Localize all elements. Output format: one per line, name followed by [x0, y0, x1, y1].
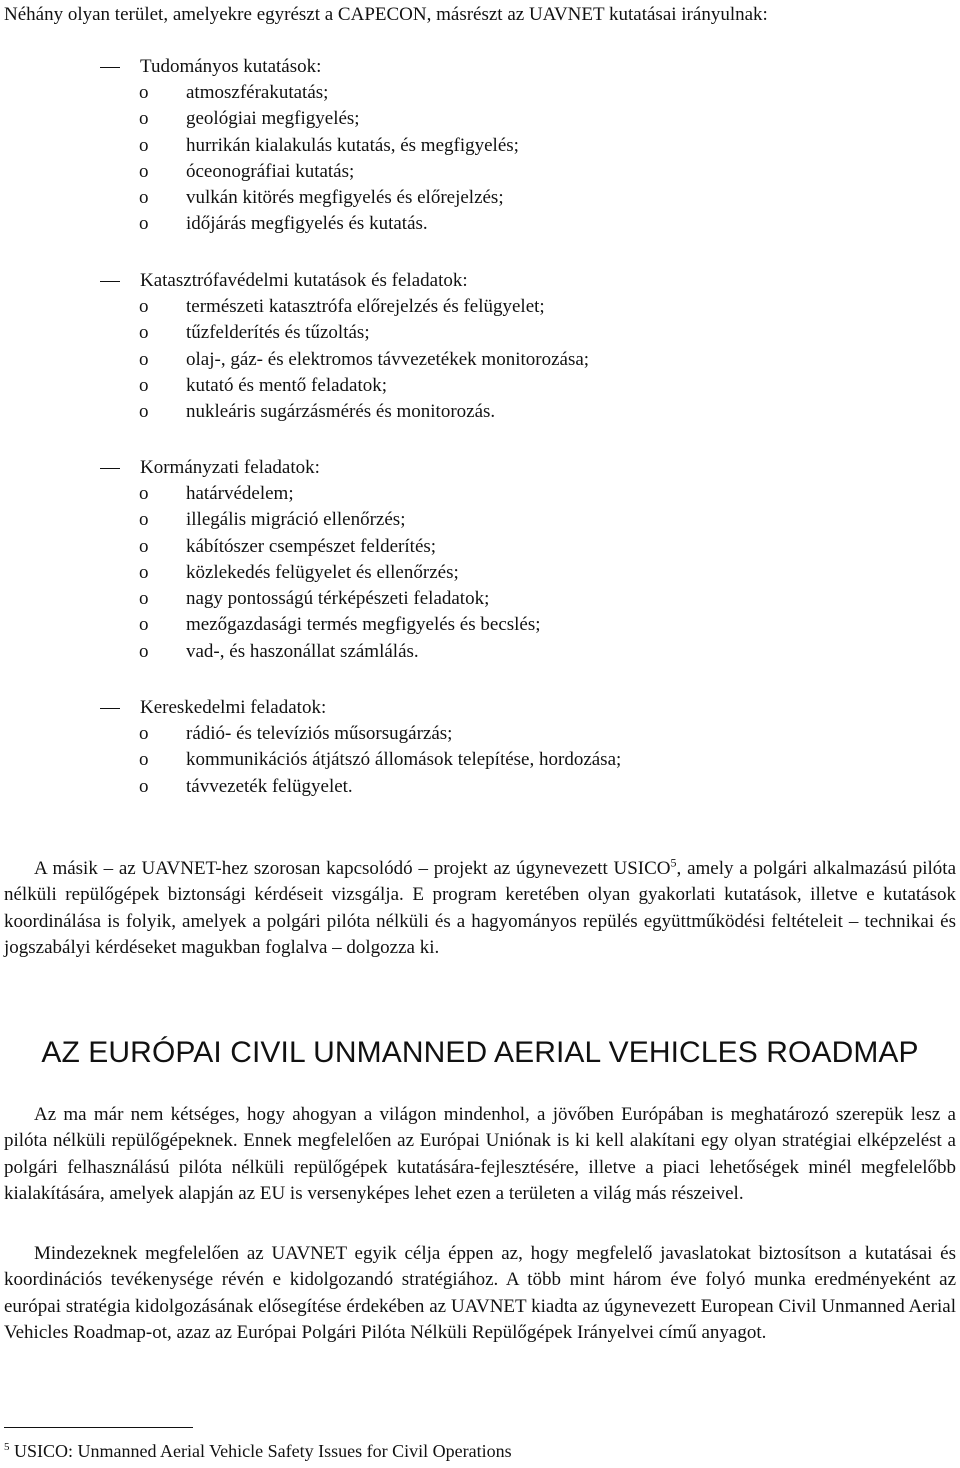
bullet-marker: o	[139, 296, 149, 317]
list-item: o nukleáris sugárzásmérés és monitorozás.	[0, 399, 960, 425]
body-paragraph-1: Az ma már nem kétséges, hogy ahogyan a világon mindenhol, a jövőben Európában is meghatározó szerepük lesz a pilóta nélküli repülőgépeknek. Ennek megfelelően az Európai Uniónak is ki kell alakítani egy olyan stratégiai elképzelést a polgári felhasználású pilóta nélküli repülőgépek kutatására-fejlesztésére, illetve a piaci lehetőségek minél megfelelőbb kialakítására, amelyek alapján az EU is versenyképes lehet ezen a területen a világ más részeivel.	[4, 1104, 956, 1204]
bullet-marker: o	[139, 535, 149, 557]
footnote	[4, 1441, 512, 1462]
list-item: o nagy pontosságú térképészeti feladatok;	[0, 586, 960, 612]
bullet-marker: o	[139, 483, 149, 504]
section-heading: Katasztrófavédelmi kutatások és feladatok:	[140, 270, 468, 291]
bullet-marker: o	[139, 640, 149, 662]
bullet-marker: o	[139, 374, 149, 396]
bullet-marker: o	[139, 160, 149, 182]
section-commercial	[0, 695, 960, 800]
bullet-marker: o	[139, 561, 149, 583]
bullet-marker: o	[139, 108, 149, 130]
list-item: o kábítószer csempészet felderítés;	[0, 534, 960, 560]
list-item: o tűzfelderítés és tűzoltás;	[0, 320, 960, 346]
footnote-reference: 5	[670, 855, 677, 870]
section-heading-row	[0, 54, 960, 80]
section-title: AZ EURÓPAI CIVIL UNMANNED AERIAL VEHICLES ROADMAP	[41, 1036, 919, 1069]
section-heading: Tudományos kutatások:	[140, 56, 322, 77]
usico-paragraph: A másik – az UAVNET-hez szorosan kapcsolódó – projekt az úgynevezett USICO$^5$, amely a polgári alkalmazású pilóta nélküli repülőgépek biztonsági kérdéseit vizsgálja. E program keretében olyan gyakorlati kutatások, illetve e kutatások koordinálása is folyik, amelyek a polgári pilóta nélküli és a hagyományos repülés együttműködési feltételeit – technikai és jogszabályi kérdéseket magukban foglalva – dolgozza ki.	[4, 855, 957, 958]
bullet-marker: o	[139, 401, 149, 423]
bullet-marker: o	[139, 134, 149, 156]
dash-marker	[100, 708, 120, 709]
section-heading-row	[0, 695, 960, 721]
body-paragraph-2: Mindezeknek megfelelően az UAVNET egyik célja éppen az, hogy megfelelő javaslatokat biztosítson a kutatásai és koordinációs tevékenysége révén e kidolgozandó stratégiához. A több mint három éve folyó munka eredményeként az európai stratégia kidolgozásának elősegítése érdekében az UAVNET kiadta az úgynevezett European Civil Unmanned Aerial Vehicles Roadmap-ot, azaz az Európai Polgári Pilóta Nélküli Repülőgépek Irányelvei című anyagot.	[4, 1243, 956, 1343]
bullet-marker: o	[139, 509, 149, 531]
bullet-marker: o	[139, 213, 149, 235]
dash-marker	[100, 281, 120, 282]
section-heading: Kereskedelmi feladatok:	[140, 697, 327, 718]
footnote-divider	[4, 1427, 193, 1428]
bullet-marker: o	[139, 588, 149, 610]
list-item: o geológiai megfigyelés;	[0, 106, 960, 132]
list-item: o hurrikán kialakulás kutatás, és megfigyelés;	[0, 133, 960, 159]
section-disaster	[0, 268, 960, 425]
list-item: o vulkán kitörés megfigyelés és előrejelzés;	[0, 185, 960, 211]
bullet-marker: o	[139, 749, 149, 771]
dash-marker	[100, 67, 120, 68]
bullet-marker: o	[139, 614, 149, 636]
section-scientific	[0, 54, 960, 238]
section-heading-row	[0, 268, 960, 294]
dash-marker	[100, 468, 120, 469]
section-heading-row	[0, 455, 960, 481]
list-item: o illegális migráció ellenőrzés;	[0, 507, 960, 533]
list-item: o időjárás megfigyelés és kutatás.	[0, 211, 960, 237]
bullet-marker: o	[139, 723, 149, 744]
list-item: o olaj-, gáz- és elektromos távvezetékek monitorozása;	[0, 347, 960, 373]
list-item: o óceonográfiai kutatás;	[0, 159, 960, 185]
footnote-text: USICO: Unmanned Aerial Vehicle Safety Issues for Civil Operations	[14, 1441, 512, 1461]
list-item: o rádió- és televíziós műsorsugárzás;	[0, 721, 960, 747]
list-item: o kommunikációs átjátszó állomások telepítése, hordozása;	[0, 747, 960, 773]
list-item: o határvédelem;	[0, 481, 960, 507]
bullet-marker: o	[139, 322, 149, 344]
list-item: o mezőgazdasági termés megfigyelés és becslés;	[0, 612, 960, 638]
bullet-marker: o	[139, 187, 149, 209]
footnote-number: 5	[4, 1441, 10, 1453]
list-item: o közlekedés felügyelet és ellenőrzés;	[0, 560, 960, 586]
list-item: o természeti katasztrófa előrejelzés és felügyelet;	[0, 294, 960, 320]
list-item: o távvezeték felügyelet.	[0, 774, 960, 800]
section-heading: Kormányzati feladatok:	[140, 457, 320, 478]
list-item: o atmoszférakutatás;	[0, 80, 960, 106]
section-government	[0, 455, 960, 665]
bullet-marker: o	[139, 82, 149, 103]
bullet-marker: o	[139, 775, 149, 797]
list-item: o vad-, és haszonállat számlálás.	[0, 639, 960, 665]
intro-paragraph: Néhány olyan terület, amelyekre egyrészt a CAPECON, másrészt az UAVNET kutatásai irányulnak:	[4, 4, 768, 25]
list-item: o kutató és mentő feladatok;	[0, 373, 960, 399]
bullet-marker: o	[139, 348, 149, 370]
